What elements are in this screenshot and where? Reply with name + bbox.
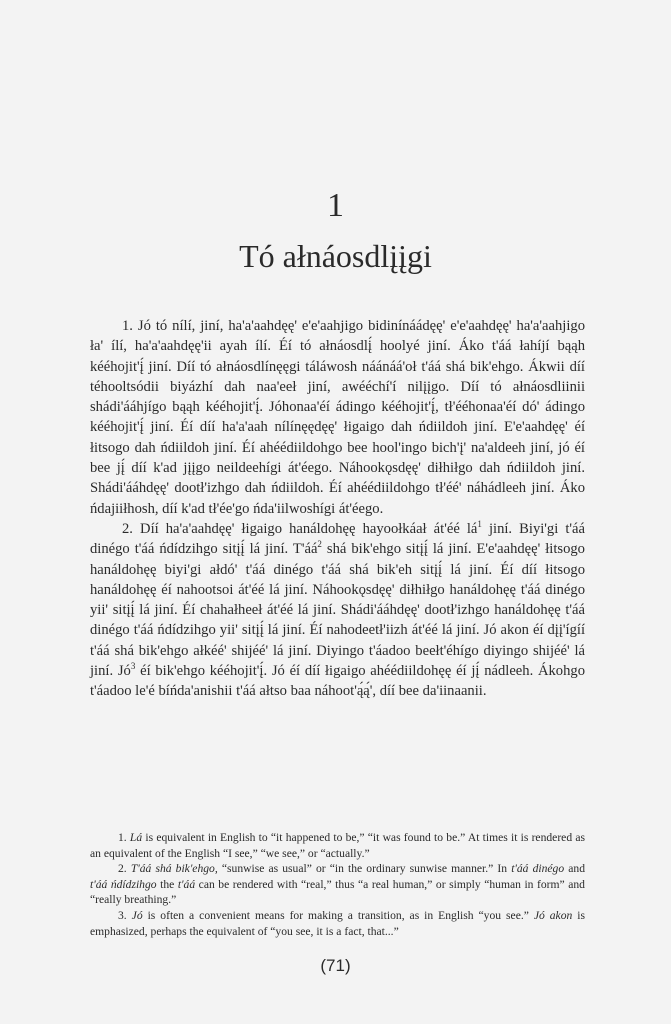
footnote-term: t'áá <box>177 877 196 891</box>
paragraph-text: Jó tó nílí, jiní, ha'a'aahdęę' e'e'aahjigo bidinínáádęę' e'e'aahdęę' ha'a'aahjigo ła' ílí, ha'a'aahdęę'ii ayah ílí. Éí tó ałnáosdlį́ hoolyé jiní. Áko t'áá łahíjí bąąh kééhojit'į́ jiní. Díí tó ałnáosdlínęęgi táláwosh náánáá'oł t'áá shá bik'ehgo. Ákwii díí téhooltsódii biyázhí dah naa'eeł jiní, awééchí'í nilįįgo. Díí tó ałnáosdliinii shádi'ááhjígo bąąh kééhojit'į́. Jóhonaa'éí ádingo kééhojit'į́, tł'ééhonaa'éí dó' ádingo kééhojit'į́ jiní. Éí díí ha'a'aah nílínęędęę' łigaigo dah ńdiildoh jiní. E'e'aahdęę' éí łitsogo dah ńdiildoh jiní. Éí ahéédiildohgo bee hool'ingo bich'į' na'aldeeh jiní, jó éí bee jį́ díí k'ad jįįgo neildeehígi át'éego. Náhookǫsdęę' diłhiłgo dah ńdiildoh jiní. Shádi'ááhdęę' dootł'izhgo dah ńdiildoh. Éí ahéédiildohgo tł'éé' náhádleeh jiní. Áko ńdajiiłhosh, díí k'ad tł'ée'go ńda'iilwoshígi át'éego. <box>90 318 585 517</box>
footnote-ref-2: 2 <box>317 539 322 550</box>
footnote-2 <box>90 861 585 908</box>
page-number: (71) <box>320 956 351 975</box>
chapter-number: 1 <box>327 187 344 224</box>
footnote-number: 2. <box>118 862 127 876</box>
paragraph-text: Díí ha'a'aahdęę' łigaigo hanáldohęę hayoołkáał át'éé lá <box>140 520 478 537</box>
footnote-term: t'áá dinégo <box>511 862 565 876</box>
paragraph-number: 1. <box>122 318 133 334</box>
footnote-text: “sunwise as usual” or “in the ordinary sunwise manner.” In <box>217 862 512 876</box>
paragraph-text: shá bik'ehgo sitįį́ lá jiní. E'e'aahdęę' łitsogo hanáldohęę biyi'gi ałdó' t'áá dinégo t'áá shá bik'eh sitįį́ lá jiní. Éí díí łitsogo hanáldohęę éí nahootsoi át'éé lá jiní. Náhookǫsdęę' diłhiłgo hanáldohęę t'áá dinégo yii' sitįį́ lá jiní. Éí chahałheeł át'éé lá jiní. Shádi'ááhdęę' dootł'izhgo hanáldohęę t'áá dinégo t'áá ńdídzihgo yii' sitįį́ lá jiní. Éí nahodeetł'iizh át'éé lá jiní. Jó akon éí dįį'ígíí t'áá shá bik'ehgo ałkéé' shijéé' lá jiní. Diyingo t'áadoo beełt'éhígo diyingo shijéé' lá jiní. Jó <box>90 541 585 680</box>
footnote-term: t'áá ńdídzihgo <box>90 877 157 891</box>
footnote-text: the <box>156 877 178 891</box>
footnote-text: is often a convenient means for making a transition, as in English “you see.” <box>142 908 534 922</box>
footnote-term: Jó <box>131 908 143 922</box>
footnote-text: is emphasized, perhaps the equivalent of “you see, it is a fact, that...” <box>90 908 585 938</box>
footnote-number: 3. <box>118 908 127 922</box>
footnote-number: 1. <box>118 831 127 844</box>
paragraph-text: jiní. Biyi'gi t'áá dinégo t'áá ńdídzihgo sitįį́ lá jiní. T'áá <box>90 520 585 558</box>
chapter-title: Tó ałnáosdlįįgi <box>239 238 432 274</box>
paragraph-2 <box>90 519 585 702</box>
footnote-term: Jó akon <box>533 908 573 922</box>
footnote-ref-1: 1 <box>477 519 482 530</box>
footnote-term: Lá <box>129 831 143 844</box>
paragraph-number: 2. <box>122 520 133 537</box>
paragraph-1 <box>90 316 585 519</box>
paragraph-text: éí bik'ehgo kééhojit'į́. Jó éí díí łigaigo ahéédiildohęę éí jį́ nádleeh. Ákohgo t'áadoo le'é bíńda'anishii t'áá ałtso baa náhoot'ą́ą́', díí bee da'iinaanii. <box>90 663 585 700</box>
footnote-ref-3: 3 <box>130 661 136 672</box>
footnote-term: T'áá shá bik'ehgo, <box>130 862 218 876</box>
footnote-1 <box>90 830 585 861</box>
footnote-3 <box>90 908 585 939</box>
chapter-body <box>90 316 585 702</box>
footnote-text: can be rendered with “real,” thus “a real human,” or simply “human in form” and “really breathing.” <box>90 877 585 907</box>
footnote-text: is equivalent in English to “it happened to be,” “it was found to be.” At times it is rendered as an equivalent of the English “I see,” “we see,” or “actually.” <box>90 831 585 860</box>
footnote-text: and <box>564 862 586 876</box>
footnotes <box>90 830 585 939</box>
